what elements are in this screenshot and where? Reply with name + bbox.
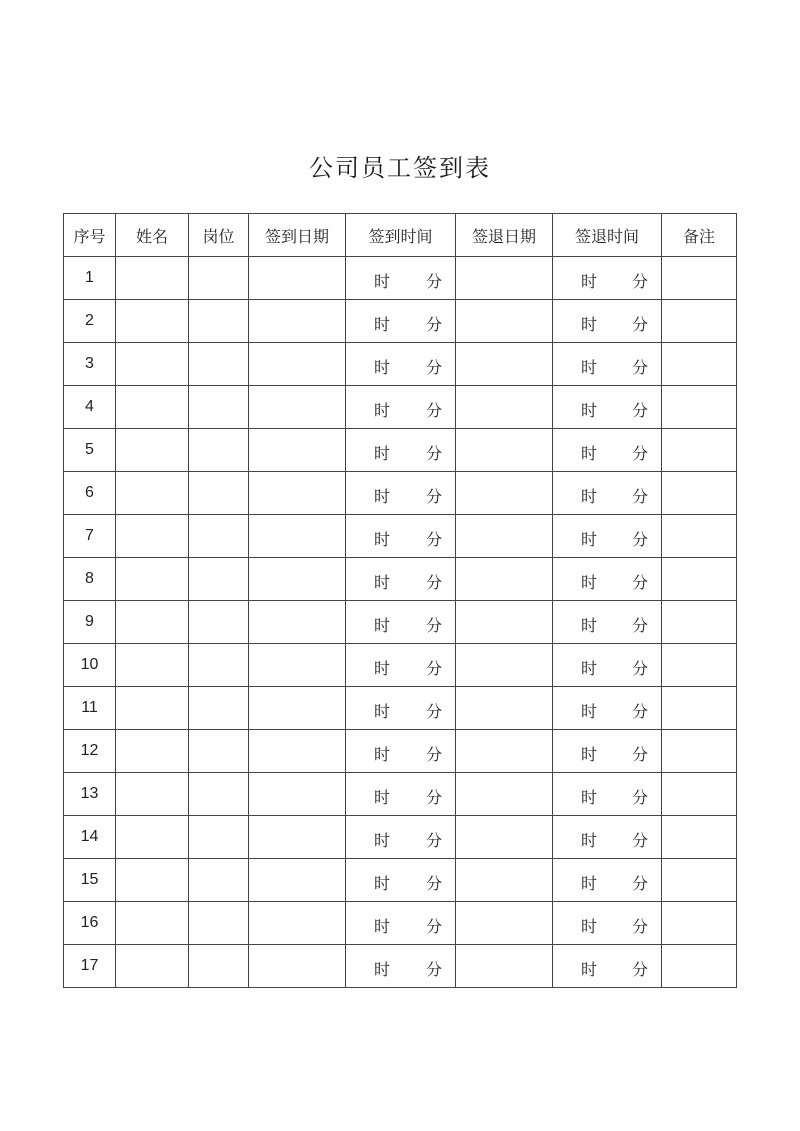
- position-cell[interactable]: [189, 644, 249, 687]
- sign-in-date-cell[interactable]: [249, 945, 346, 988]
- header-row: [64, 214, 737, 257]
- row-seq: 14: [64, 816, 116, 859]
- hour-label: 时: [374, 702, 391, 721]
- sign-in-date-cell[interactable]: [249, 386, 346, 429]
- minute-label: 分: [631, 530, 648, 549]
- minute-label: 分: [631, 917, 648, 936]
- hour-label: 时: [581, 917, 598, 936]
- minute-label: 分: [425, 702, 442, 721]
- sign-out-date-cell[interactable]: [456, 257, 553, 300]
- table-row: [64, 773, 737, 816]
- position-cell[interactable]: [189, 945, 249, 988]
- remarks-cell[interactable]: [662, 945, 737, 988]
- sign-out-date-cell[interactable]: [456, 687, 553, 730]
- minute-label: 分: [631, 874, 648, 893]
- sign-out-date-cell[interactable]: [456, 773, 553, 816]
- row-seq: 10: [64, 644, 116, 687]
- sign-in-date-cell[interactable]: [249, 429, 346, 472]
- header-sign-in-time: 签到时间: [346, 214, 456, 257]
- table-row: [64, 687, 737, 730]
- sign-out-time-cell[interactable]: [553, 343, 662, 386]
- sign-out-date-cell[interactable]: [456, 644, 553, 687]
- sign-out-time-cell[interactable]: [553, 644, 662, 687]
- position-cell[interactable]: [189, 859, 249, 902]
- minute-label: 分: [631, 659, 648, 678]
- sign-out-date-cell[interactable]: [456, 558, 553, 601]
- remarks-cell[interactable]: [662, 730, 737, 773]
- position-cell[interactable]: [189, 300, 249, 343]
- minute-label: 分: [425, 831, 442, 850]
- remarks-cell[interactable]: [662, 300, 737, 343]
- hour-label: 时: [581, 702, 598, 721]
- name-cell[interactable]: [116, 257, 189, 300]
- page-title: 公司员工签到表: [309, 154, 491, 182]
- sign-out-date-cell[interactable]: [456, 945, 553, 988]
- hour-label: 时: [374, 272, 391, 291]
- table-row: [64, 859, 737, 902]
- sign-out-time-cell[interactable]: [553, 902, 662, 945]
- sign-in-time-cell[interactable]: [346, 257, 456, 300]
- sign-out-time-cell[interactable]: [553, 429, 662, 472]
- row-seq: 11: [64, 687, 116, 730]
- minute-label: 分: [631, 444, 648, 463]
- position-cell[interactable]: [189, 429, 249, 472]
- hour-label: 时: [374, 831, 391, 850]
- sign-in-date-cell[interactable]: [249, 558, 346, 601]
- hour-label: 时: [581, 659, 598, 678]
- minute-label: 分: [631, 616, 648, 635]
- name-cell[interactable]: [116, 644, 189, 687]
- hour-label: 时: [581, 530, 598, 549]
- hour-label: 时: [374, 444, 391, 463]
- sign-out-time-cell[interactable]: [553, 472, 662, 515]
- hour-label: 时: [374, 788, 391, 807]
- name-cell[interactable]: [116, 429, 189, 472]
- sign-in-time-cell[interactable]: [346, 816, 456, 859]
- sign-out-time-cell[interactable]: [553, 773, 662, 816]
- sign-in-time-cell[interactable]: [346, 429, 456, 472]
- name-cell[interactable]: [116, 687, 189, 730]
- sign-in-time-cell[interactable]: [346, 343, 456, 386]
- sign-in-time-cell[interactable]: [346, 730, 456, 773]
- hour-label: 时: [581, 874, 598, 893]
- remarks-cell[interactable]: [662, 687, 737, 730]
- remarks-cell[interactable]: [662, 601, 737, 644]
- remarks-cell[interactable]: [662, 343, 737, 386]
- hour-label: 时: [581, 616, 598, 635]
- sign-in-time-cell[interactable]: [346, 945, 456, 988]
- sign-in-date-cell[interactable]: [249, 773, 346, 816]
- hour-label: 时: [581, 573, 598, 592]
- minute-label: 分: [631, 960, 648, 979]
- remarks-cell[interactable]: [662, 816, 737, 859]
- minute-label: 分: [631, 831, 648, 850]
- table-row: [64, 343, 737, 386]
- hour-label: 时: [581, 960, 598, 979]
- sign-in-time-cell[interactable]: [346, 386, 456, 429]
- table-row: [64, 730, 737, 773]
- minute-label: 分: [631, 788, 648, 807]
- sign-in-time-cell[interactable]: [346, 644, 456, 687]
- minute-label: 分: [425, 487, 442, 506]
- remarks-cell[interactable]: [662, 902, 737, 945]
- name-cell[interactable]: [116, 386, 189, 429]
- remarks-cell[interactable]: [662, 386, 737, 429]
- minute-label: 分: [425, 401, 442, 420]
- row-seq: 3: [64, 343, 116, 386]
- sign-in-date-cell[interactable]: [249, 472, 346, 515]
- minute-label: 分: [631, 745, 648, 764]
- position-cell[interactable]: [189, 257, 249, 300]
- sign-in-date-cell[interactable]: [249, 730, 346, 773]
- sign-out-time-cell[interactable]: [553, 515, 662, 558]
- sign-out-date-cell[interactable]: [456, 386, 553, 429]
- name-cell[interactable]: [116, 816, 189, 859]
- hour-label: 时: [374, 487, 391, 506]
- position-cell[interactable]: [189, 515, 249, 558]
- minute-label: 分: [425, 960, 442, 979]
- header-remarks: 备注: [662, 214, 737, 257]
- name-cell[interactable]: [116, 859, 189, 902]
- sign-out-time-cell[interactable]: [553, 601, 662, 644]
- header-sign-out-date: 签退日期: [456, 214, 553, 257]
- minute-label: 分: [631, 315, 648, 334]
- minute-label: 分: [631, 702, 648, 721]
- table-row: [64, 902, 737, 945]
- position-cell[interactable]: [189, 601, 249, 644]
- minute-label: 分: [631, 573, 648, 592]
- table-row: [64, 945, 737, 988]
- row-seq: 1: [64, 257, 116, 300]
- position-cell[interactable]: [189, 687, 249, 730]
- row-seq: 2: [64, 300, 116, 343]
- sign-in-date-cell[interactable]: [249, 644, 346, 687]
- hour-label: 时: [374, 960, 391, 979]
- sign-in-date-cell[interactable]: [249, 902, 346, 945]
- sign-out-date-cell[interactable]: [456, 730, 553, 773]
- hour-label: 时: [581, 444, 598, 463]
- minute-label: 分: [631, 401, 648, 420]
- position-cell[interactable]: [189, 343, 249, 386]
- row-seq: 8: [64, 558, 116, 601]
- table-row: [64, 300, 737, 343]
- minute-label: 分: [425, 315, 442, 334]
- table-row: [64, 644, 737, 687]
- hour-label: 时: [374, 315, 391, 334]
- table-row: [64, 558, 737, 601]
- row-seq: 5: [64, 429, 116, 472]
- sign-out-date-cell[interactable]: [456, 859, 553, 902]
- sign-in-date-cell[interactable]: [249, 257, 346, 300]
- row-seq: 15: [64, 859, 116, 902]
- sign-out-time-cell[interactable]: [553, 257, 662, 300]
- minute-label: 分: [425, 788, 442, 807]
- table-row: [64, 472, 737, 515]
- minute-label: 分: [631, 272, 648, 291]
- table-row: [64, 816, 737, 859]
- row-seq: 17: [64, 945, 116, 988]
- position-cell[interactable]: [189, 386, 249, 429]
- sign-out-date-cell[interactable]: [456, 429, 553, 472]
- minute-label: 分: [425, 616, 442, 635]
- header-sign-in-date: 签到日期: [249, 214, 346, 257]
- hour-label: 时: [374, 917, 391, 936]
- name-cell[interactable]: [116, 300, 189, 343]
- hour-label: 时: [581, 831, 598, 850]
- name-cell[interactable]: [116, 558, 189, 601]
- hour-label: 时: [374, 358, 391, 377]
- name-cell[interactable]: [116, 730, 189, 773]
- sign-in-date-cell[interactable]: [249, 687, 346, 730]
- minute-label: 分: [425, 917, 442, 936]
- name-cell[interactable]: [116, 343, 189, 386]
- position-cell[interactable]: [189, 902, 249, 945]
- hour-label: 时: [581, 315, 598, 334]
- position-cell[interactable]: [189, 558, 249, 601]
- minute-label: 分: [631, 487, 648, 506]
- sign-in-date-cell[interactable]: [249, 859, 346, 902]
- remarks-cell[interactable]: [662, 515, 737, 558]
- minute-label: 分: [425, 659, 442, 678]
- header-position: 岗位: [189, 214, 249, 257]
- row-seq: 16: [64, 902, 116, 945]
- sign-out-time-cell[interactable]: [553, 859, 662, 902]
- hour-label: 时: [581, 358, 598, 377]
- header-name: 姓名: [116, 214, 189, 257]
- minute-label: 分: [425, 745, 442, 764]
- sign-out-date-cell[interactable]: [456, 472, 553, 515]
- sign-in-time-cell[interactable]: [346, 558, 456, 601]
- sign-in-time-cell[interactable]: [346, 687, 456, 730]
- row-seq: 9: [64, 601, 116, 644]
- name-cell[interactable]: [116, 902, 189, 945]
- minute-label: 分: [425, 272, 442, 291]
- name-cell[interactable]: [116, 515, 189, 558]
- remarks-cell[interactable]: [662, 859, 737, 902]
- name-cell[interactable]: [116, 773, 189, 816]
- sign-in-time-cell[interactable]: [346, 902, 456, 945]
- name-cell[interactable]: [116, 945, 189, 988]
- hour-label: 时: [374, 401, 391, 420]
- sign-in-table: [63, 213, 737, 988]
- remarks-cell[interactable]: [662, 773, 737, 816]
- position-cell[interactable]: [189, 773, 249, 816]
- table-row: [64, 386, 737, 429]
- table-row: [64, 601, 737, 644]
- sign-in-time-cell[interactable]: [346, 773, 456, 816]
- position-cell[interactable]: [189, 472, 249, 515]
- sign-in-date-cell[interactable]: [249, 300, 346, 343]
- sign-in-date-cell[interactable]: [249, 343, 346, 386]
- sign-out-time-cell[interactable]: [553, 558, 662, 601]
- sign-out-time-cell[interactable]: [553, 730, 662, 773]
- hour-label: 时: [374, 530, 391, 549]
- remarks-cell[interactable]: [662, 472, 737, 515]
- sign-in-time-cell[interactable]: [346, 601, 456, 644]
- minute-label: 分: [425, 358, 442, 377]
- hour-label: 时: [581, 788, 598, 807]
- minute-label: 分: [425, 874, 442, 893]
- hour-label: 时: [581, 487, 598, 506]
- name-cell[interactable]: [116, 601, 189, 644]
- sign-out-time-cell[interactable]: [553, 687, 662, 730]
- hour-label: 时: [374, 573, 391, 592]
- sign-out-date-cell[interactable]: [456, 902, 553, 945]
- row-seq: 12: [64, 730, 116, 773]
- sign-in-time-cell[interactable]: [346, 300, 456, 343]
- sign-out-date-cell[interactable]: [456, 300, 553, 343]
- minute-label: 分: [425, 444, 442, 463]
- header-seq: 序号: [64, 214, 116, 257]
- header-sign-out-time: 签退时间: [553, 214, 662, 257]
- sign-out-time-cell[interactable]: [553, 386, 662, 429]
- table-row: [64, 429, 737, 472]
- position-cell[interactable]: [189, 816, 249, 859]
- sign-out-time-cell[interactable]: [553, 300, 662, 343]
- row-seq: 6: [64, 472, 116, 515]
- sign-out-date-cell[interactable]: [456, 343, 553, 386]
- hour-label: 时: [374, 616, 391, 635]
- sign-in-time-cell[interactable]: [346, 515, 456, 558]
- sign-out-date-cell[interactable]: [456, 515, 553, 558]
- hour-label: 时: [581, 272, 598, 291]
- sign-out-time-cell[interactable]: [553, 945, 662, 988]
- sign-in-date-cell[interactable]: [249, 816, 346, 859]
- remarks-cell[interactable]: [662, 644, 737, 687]
- sign-out-date-cell[interactable]: [456, 816, 553, 859]
- sign-in-time-cell[interactable]: [346, 472, 456, 515]
- remarks-cell[interactable]: [662, 257, 737, 300]
- table-row: [64, 257, 737, 300]
- hour-label: 时: [581, 401, 598, 420]
- hour-label: 时: [374, 659, 391, 678]
- position-cell[interactable]: [189, 730, 249, 773]
- hour-label: 时: [581, 745, 598, 764]
- remarks-cell[interactable]: [662, 429, 737, 472]
- sign-in-time-cell[interactable]: [346, 859, 456, 902]
- sign-out-date-cell[interactable]: [456, 601, 553, 644]
- name-cell[interactable]: [116, 472, 189, 515]
- table-row: [64, 515, 737, 558]
- minute-label: 分: [425, 573, 442, 592]
- row-seq: 13: [64, 773, 116, 816]
- hour-label: 时: [374, 874, 391, 893]
- minute-label: 分: [631, 358, 648, 377]
- row-seq: 7: [64, 515, 116, 558]
- remarks-cell[interactable]: [662, 558, 737, 601]
- sign-in-date-cell[interactable]: [249, 601, 346, 644]
- row-seq: 4: [64, 386, 116, 429]
- sign-out-time-cell[interactable]: [553, 816, 662, 859]
- hour-label: 时: [374, 745, 391, 764]
- minute-label: 分: [425, 530, 442, 549]
- sign-in-date-cell[interactable]: [249, 515, 346, 558]
